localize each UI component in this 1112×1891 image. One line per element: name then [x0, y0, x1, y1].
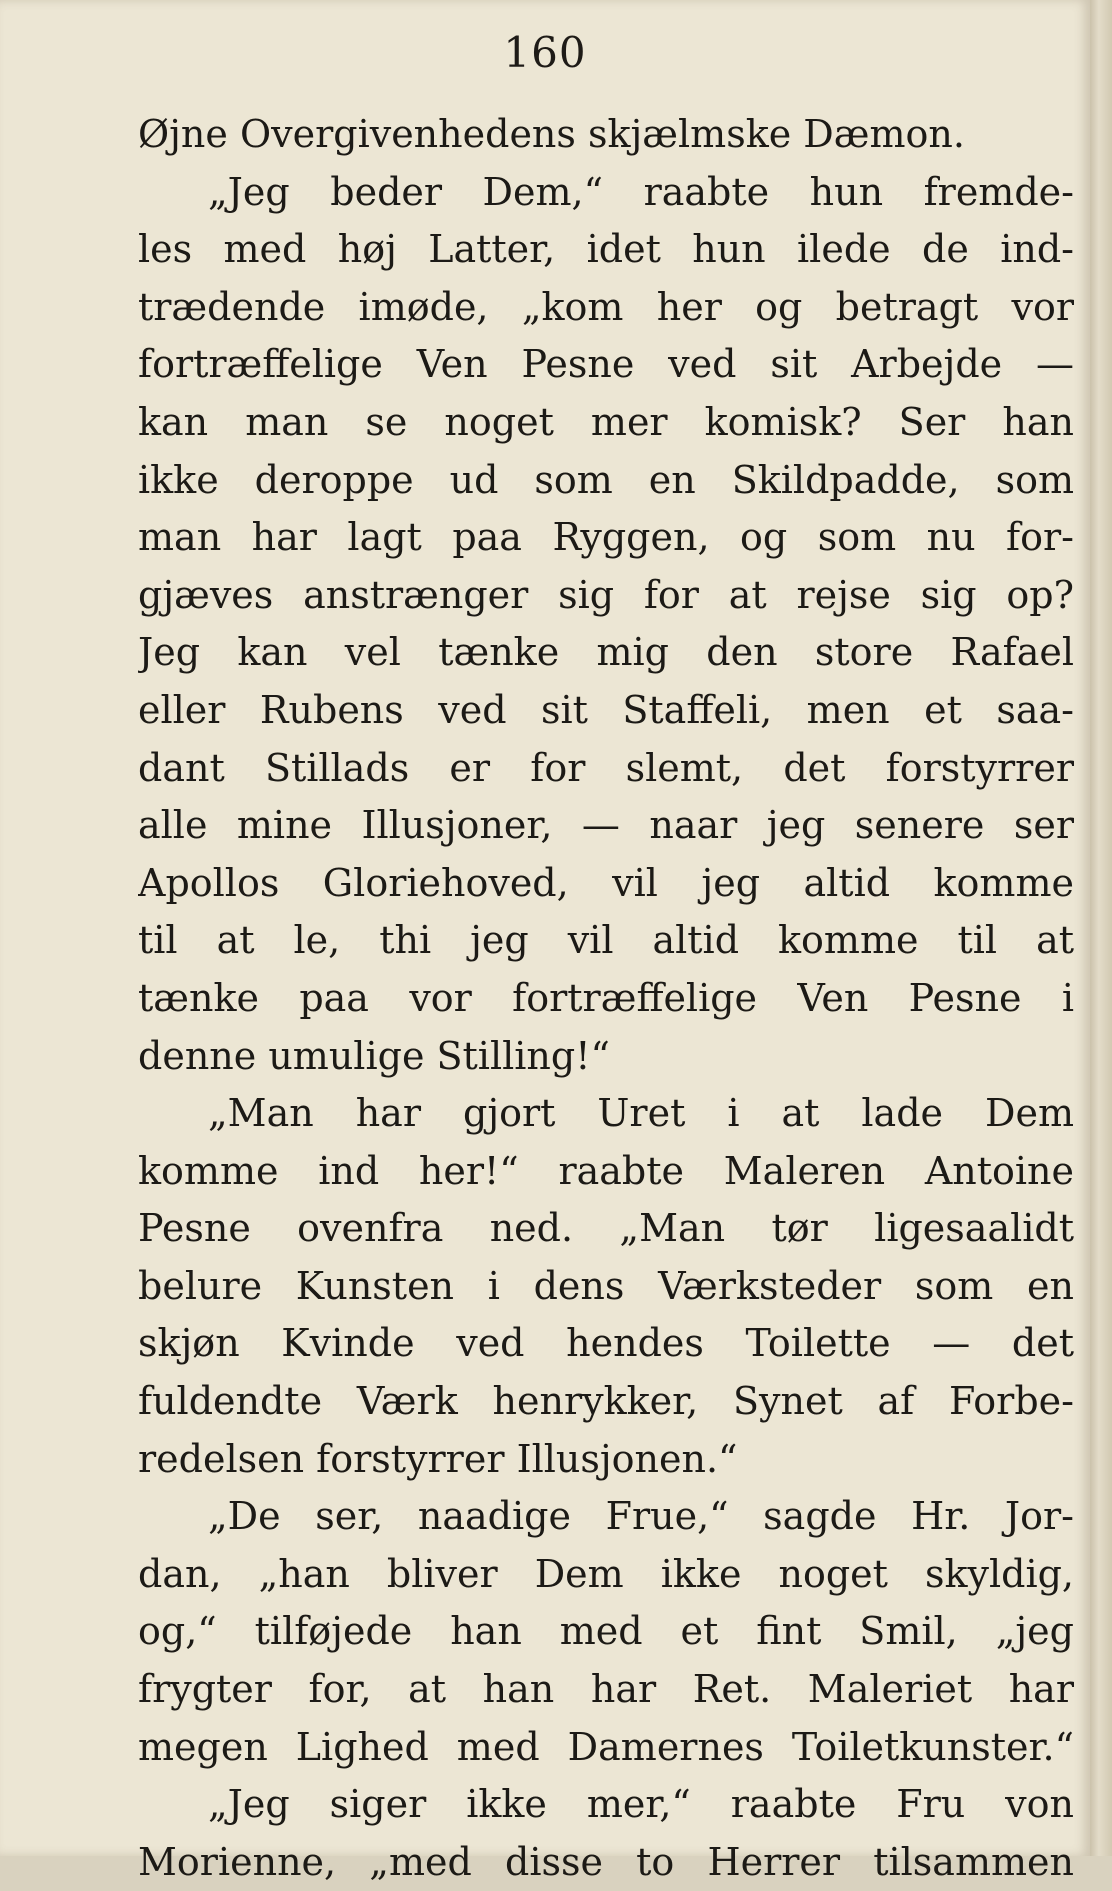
text-line: kan man se noget mer komisk? Ser han	[138, 399, 1074, 444]
text-line: redelsen forstyrrer Illusjonen.“	[138, 1436, 738, 1481]
text-line: komme ind her!“ raabte Maleren Antoine	[138, 1148, 1074, 1193]
text-line: dant Stillads er for slemt, det forstyrrer	[138, 745, 1074, 790]
text-line: Øjne Overgivenhedens skjælmske Dæmon.	[138, 112, 965, 156]
text-line: les med høj Latter, idet hun ilede de ind-	[138, 227, 1074, 272]
text-line: denne umulige Stilling!“	[138, 1033, 610, 1078]
text-line: Apollos Gloriehoved, vil jeg altid komme	[138, 860, 1074, 905]
text-line: ikke deroppe ud som en Skildpadde, som	[138, 457, 1074, 502]
text-line: man har lagt paa Ryggen, og som nu for-	[138, 515, 1074, 560]
text-line: „Jeg beder Dem,“ raabte hun fremde-	[208, 169, 1074, 214]
text-line: megen Lighed med Damernes Toiletkunster.“	[138, 1724, 1074, 1769]
text-line: „Man har gjort Uret i at lade Dem	[208, 1091, 1074, 1136]
text-line: alle mine Illusjoner, — naar jeg senere ser	[138, 803, 1074, 848]
text-line: eller Rubens ved sit Staffeli, men et saa-	[138, 687, 1074, 732]
text-line: belure Kunsten i dens Værksteder som en	[138, 1263, 1074, 1308]
page-edge	[1090, 0, 1112, 1856]
text-line: fuldendte Værk henrykker, Synet af Forbe-	[138, 1379, 1074, 1424]
text-line: „Jeg siger ikke mer,“ raabte Fru von	[208, 1782, 1074, 1827]
text-line: fortræffelige Ven Pesne ved sit Arbejde —	[138, 342, 1074, 387]
text-line: frygter for, at han har Ret. Maleriet har	[138, 1667, 1074, 1712]
text-line: „De ser, naadige Frue,“ sagde Hr. Jor-	[208, 1494, 1074, 1539]
body-text	[138, 106, 1074, 1891]
text-line: dan, „han bliver Dem ikke noget skyldig,	[138, 1551, 1074, 1596]
text-line: tænke paa vor fortræffelige Ven Pesne i	[138, 975, 1074, 1020]
text-line: Jeg kan vel tænke mig den store Rafael	[138, 630, 1074, 675]
text-line: Morienne, „med disse to Herrer tilsammen	[138, 1839, 1074, 1884]
text-line: til at le, thi jeg vil altid komme til at	[138, 918, 1074, 963]
text-line: skjøn Kvinde ved hendes Toilette — det	[138, 1321, 1074, 1366]
text-line: trædende imøde, „kom her og betragt vor	[138, 284, 1074, 329]
text-line: Pesne ovenfra ned. „Man tør ligesaalidt	[138, 1206, 1074, 1251]
text-line: og,“ tilføjede han med et fint Smil, „jeg	[138, 1609, 1074, 1654]
text-line: gjæves anstrænger sig for at rejse sig op?	[138, 572, 1074, 617]
page-number: 160	[503, 28, 587, 77]
